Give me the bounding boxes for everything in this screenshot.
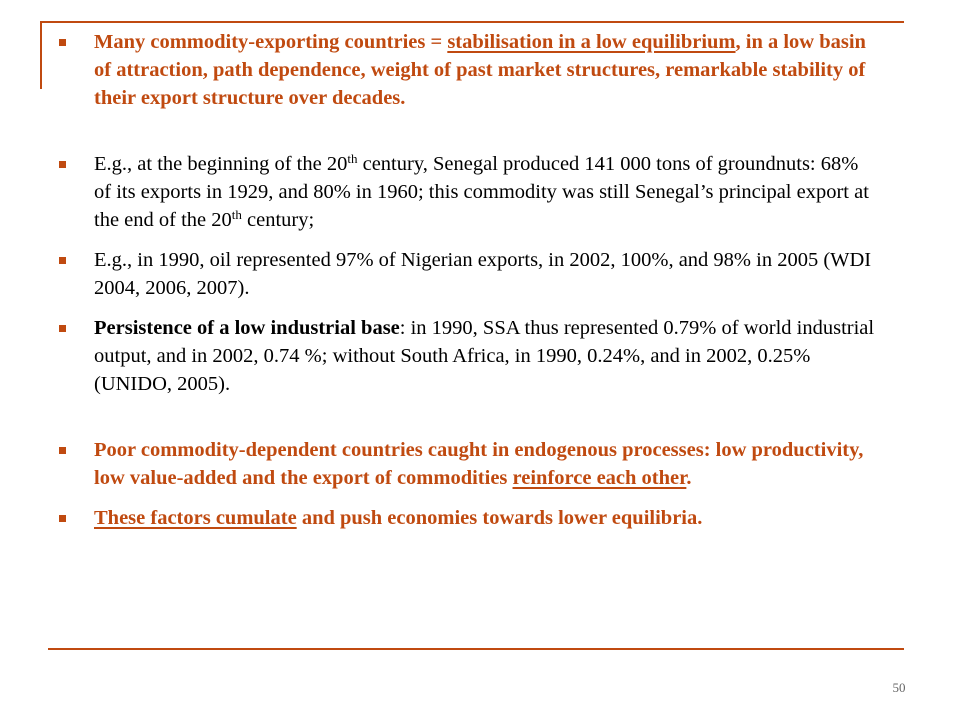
bullet-text: E.g., in 1990, oil represented 97% of Nigerian exports, in 2002, 100%, and 98% in 2005 (WDI 2004, 2006, 2007). — [94, 249, 872, 299]
top-rule — [40, 21, 904, 23]
bullet-nigeria-example — [56, 246, 876, 302]
square-bullet-icon — [59, 515, 66, 522]
underlined-phrase: stabilisation in a low equilibrium — [447, 31, 736, 53]
square-bullet-icon — [59, 257, 66, 264]
bottom-rule — [48, 648, 904, 650]
bullet-text: and push economies towards lower equilibria. — [296, 507, 703, 529]
bullet-list — [56, 28, 876, 532]
bullet-text: century, Senegal produced 141 000 tons of groundnuts: 68% of its exports in 1929, and 80% in 1960; this commodity was still Senegal’s principal export at the end of the 20 — [94, 153, 869, 231]
bullet-commodity-equilibrium — [56, 28, 876, 112]
square-bullet-icon — [59, 161, 66, 168]
bullet-text: , in a low basin of attraction, path dependence, weight of past market structures, remarkable stability of their export structure over decades. — [94, 31, 866, 109]
superscript: th — [231, 207, 242, 222]
underlined-phrase: reinforce each other — [512, 467, 687, 489]
square-bullet-icon — [59, 447, 66, 454]
bullet-text: : in 1990, SSA thus represented 0.79% of world industrial output, and in 2002, 0.74 %; without South Africa, in 1990, 0.24%, and in 2002, 0.25% (UNIDO, 2005). — [94, 317, 875, 395]
page-number: 50 — [892, 680, 906, 695]
bullet-senegal-example — [56, 150, 876, 234]
bold-phrase: Persistence of a low industrial base — [94, 317, 400, 339]
underlined-phrase: These factors cumulate — [94, 507, 297, 529]
bullet-text: E.g., at the beginning of the 20 — [94, 153, 348, 175]
bullet-text: Poor commodity-dependent countries caught in endogenous processes: low productivity, low value-added and the export of commodities — [94, 439, 864, 489]
square-bullet-icon — [59, 39, 66, 46]
bullet-industrial-base — [56, 314, 876, 398]
superscript: th — [347, 151, 358, 166]
left-rule — [40, 21, 42, 89]
bullet-text: century; — [241, 209, 315, 231]
bullet-text: . — [686, 467, 692, 489]
bullet-endogenous-processes — [56, 436, 876, 492]
bullet-text: Many commodity-exporting countries = — [94, 31, 448, 53]
bullet-factors-cumulate — [56, 504, 876, 532]
square-bullet-icon — [59, 325, 66, 332]
